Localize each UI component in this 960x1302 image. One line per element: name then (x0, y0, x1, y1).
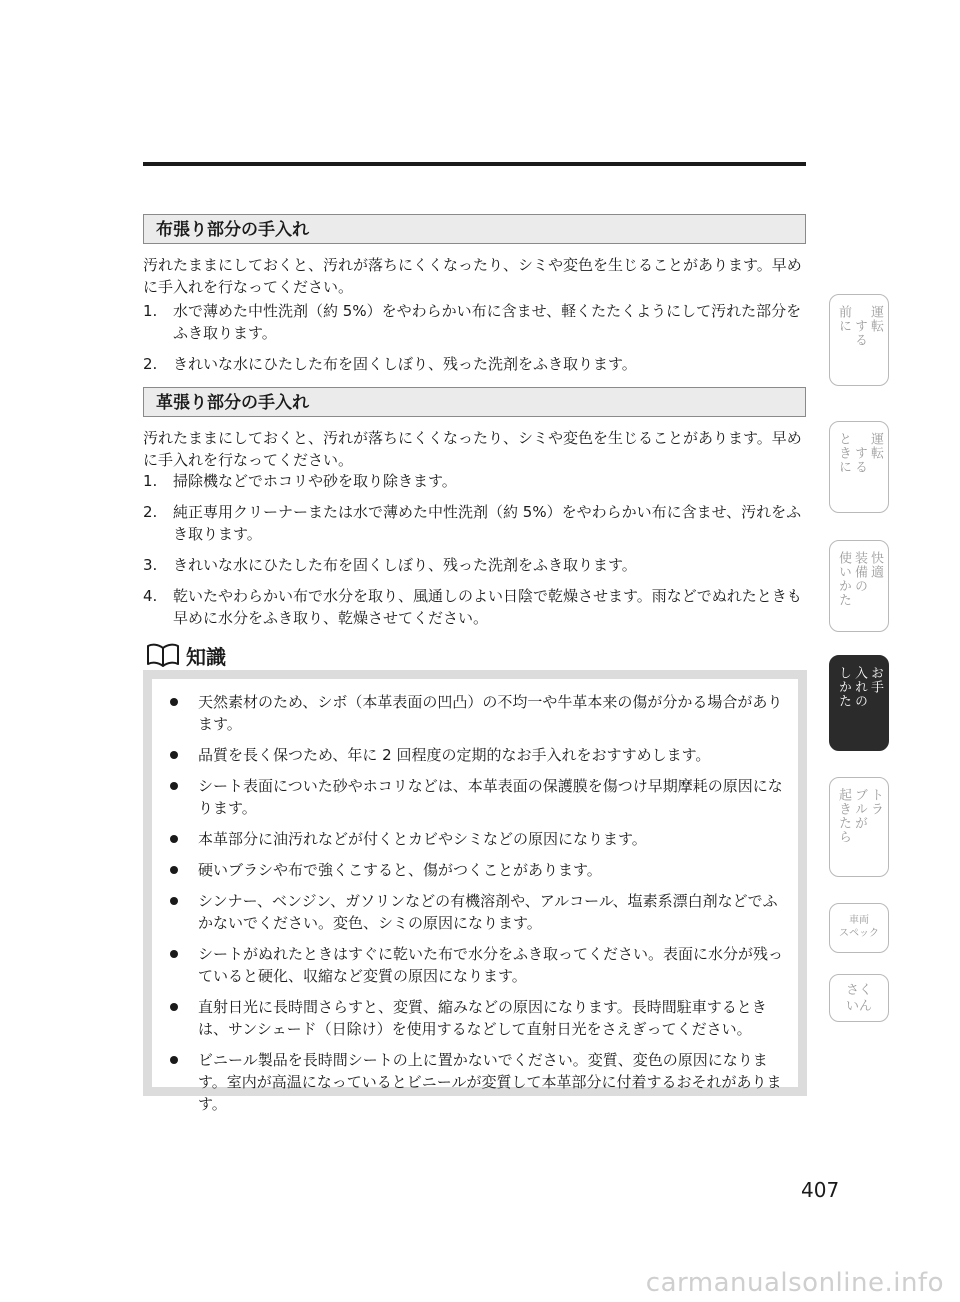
side-tab-while-driving[interactable]: 運転 する ときに (829, 421, 889, 513)
top-rule (143, 162, 806, 166)
page-number: 407 (801, 1178, 840, 1202)
bullet-icon (170, 751, 178, 759)
list-item: 硬いブラシや布で強くこすると、傷がつくことがあります。 (162, 859, 784, 881)
list-item: 直射日光に長時間さらすと、変質、縮みなどの原因になります。長時間駐車するときは、サンシェード（日除け）を使用するなどして直射日光をさえぎってください。 (162, 996, 784, 1040)
bullet-icon (170, 698, 178, 706)
section-title-leather: 革張り部分の手入れ (143, 387, 806, 417)
side-tab-comfort-equipment[interactable]: 快適 装備の 使いかた (829, 540, 889, 632)
bullet-icon (170, 866, 178, 874)
list-item: 1. 水で薄めた中性洗剤（約 5%）をやわらかい布に含ませ、軽くたたくようにして汚れた部分をふき取ります。 (143, 302, 802, 342)
list-item: 1. 掃除機などでホコリや砂を取り除きます。 (143, 472, 457, 490)
knowledge-box (143, 670, 807, 1113)
list-item: 2. きれいな水にひたした布を固くしぼり、残った洗剤をふき取ります。 (143, 355, 637, 373)
side-tab-trouble[interactable]: トラ ブルが 起きたら (829, 777, 889, 877)
side-tab-maintenance[interactable]: お手 入れの しかた (829, 655, 889, 751)
bullet-icon (170, 835, 178, 843)
list-item: シートがぬれたときはすぐに乾いた布で水分をふき取ってください。表面に水分が残っていると硬化、収縮など変質の原因になります。 (162, 943, 784, 987)
knowledge-list (162, 691, 784, 1115)
list-item: 3. きれいな水にひたした布を固くしぼり、残った洗剤をふき取ります。 (143, 556, 637, 574)
steps-leather (143, 470, 807, 638)
list-item: 4. 乾いたやわらかい布で水分を取り、風通しのよい日陰で乾燥させます。雨などでぬれたときも早めに水分をふき取り、乾燥させてください。 (143, 587, 802, 627)
bullet-icon (170, 782, 178, 790)
list-item: シート表面についた砂やホコリなどは、本革表面の保護膜を傷つけ早期摩耗の原因になります。 (162, 775, 784, 819)
side-tab-vehicle-specs[interactable]: 車両 スペック (829, 903, 889, 953)
open-book-icon (146, 642, 180, 668)
list-item: 2. 純正専用クリーナーまたは水で薄めた中性洗剤（約 5%）をやわらかい布に含ませ、汚れをふき取ります。 (143, 503, 802, 543)
list-item: ビニール製品を長時間シートの上に置かないでください。変質、変色の原因になります。室内が高温になっているとビニールが変質して本革部分に付着するおそれがあります。 (162, 1049, 784, 1115)
list-item: 品質を長く保つため、年に 2 回程度の定期的なお手入れをおすすめします。 (162, 744, 784, 766)
side-tab-index[interactable]: さく いん (829, 974, 889, 1022)
bullet-icon (170, 897, 178, 905)
list-item: 本革部分に油汚れなどが付くとカビやシミなどの原因になります。 (162, 828, 784, 850)
knowledge-title: 知識 (186, 644, 226, 669)
knowledge-heading (146, 640, 226, 670)
bullet-icon (170, 1056, 178, 1064)
steps-fabric (143, 300, 807, 384)
section-intro-leather: 汚れたままにしておくと、汚れが落ちにくくなったり、シミや変色を生じることがあります。早めに手入れを行なってください。 (143, 429, 802, 469)
watermark: carmanualsonline.info (645, 1268, 944, 1298)
knowledge-box-inner (152, 679, 798, 1113)
section-title-fabric: 布張り部分の手入れ (143, 214, 806, 244)
side-tab-before-driving[interactable]: 運転 する 前に (829, 294, 889, 386)
bullet-icon (170, 1003, 178, 1011)
bullet-icon (170, 950, 178, 958)
list-item: シンナー、ベンジン、ガソリンなどの有機溶剤や、アルコール、塩素系漂白剤などでふかないでください。変色、シミの原因になります。 (162, 890, 784, 934)
section-intro-fabric: 汚れたままにしておくと、汚れが落ちにくくなったり、シミや変色を生じることがあります。早めに手入れを行なってください。 (143, 256, 802, 296)
list-item: 天然素材のため、シボ（本革表面の凹凸）の不均一や牛革本来の傷が分かる場合があります。 (162, 691, 784, 735)
